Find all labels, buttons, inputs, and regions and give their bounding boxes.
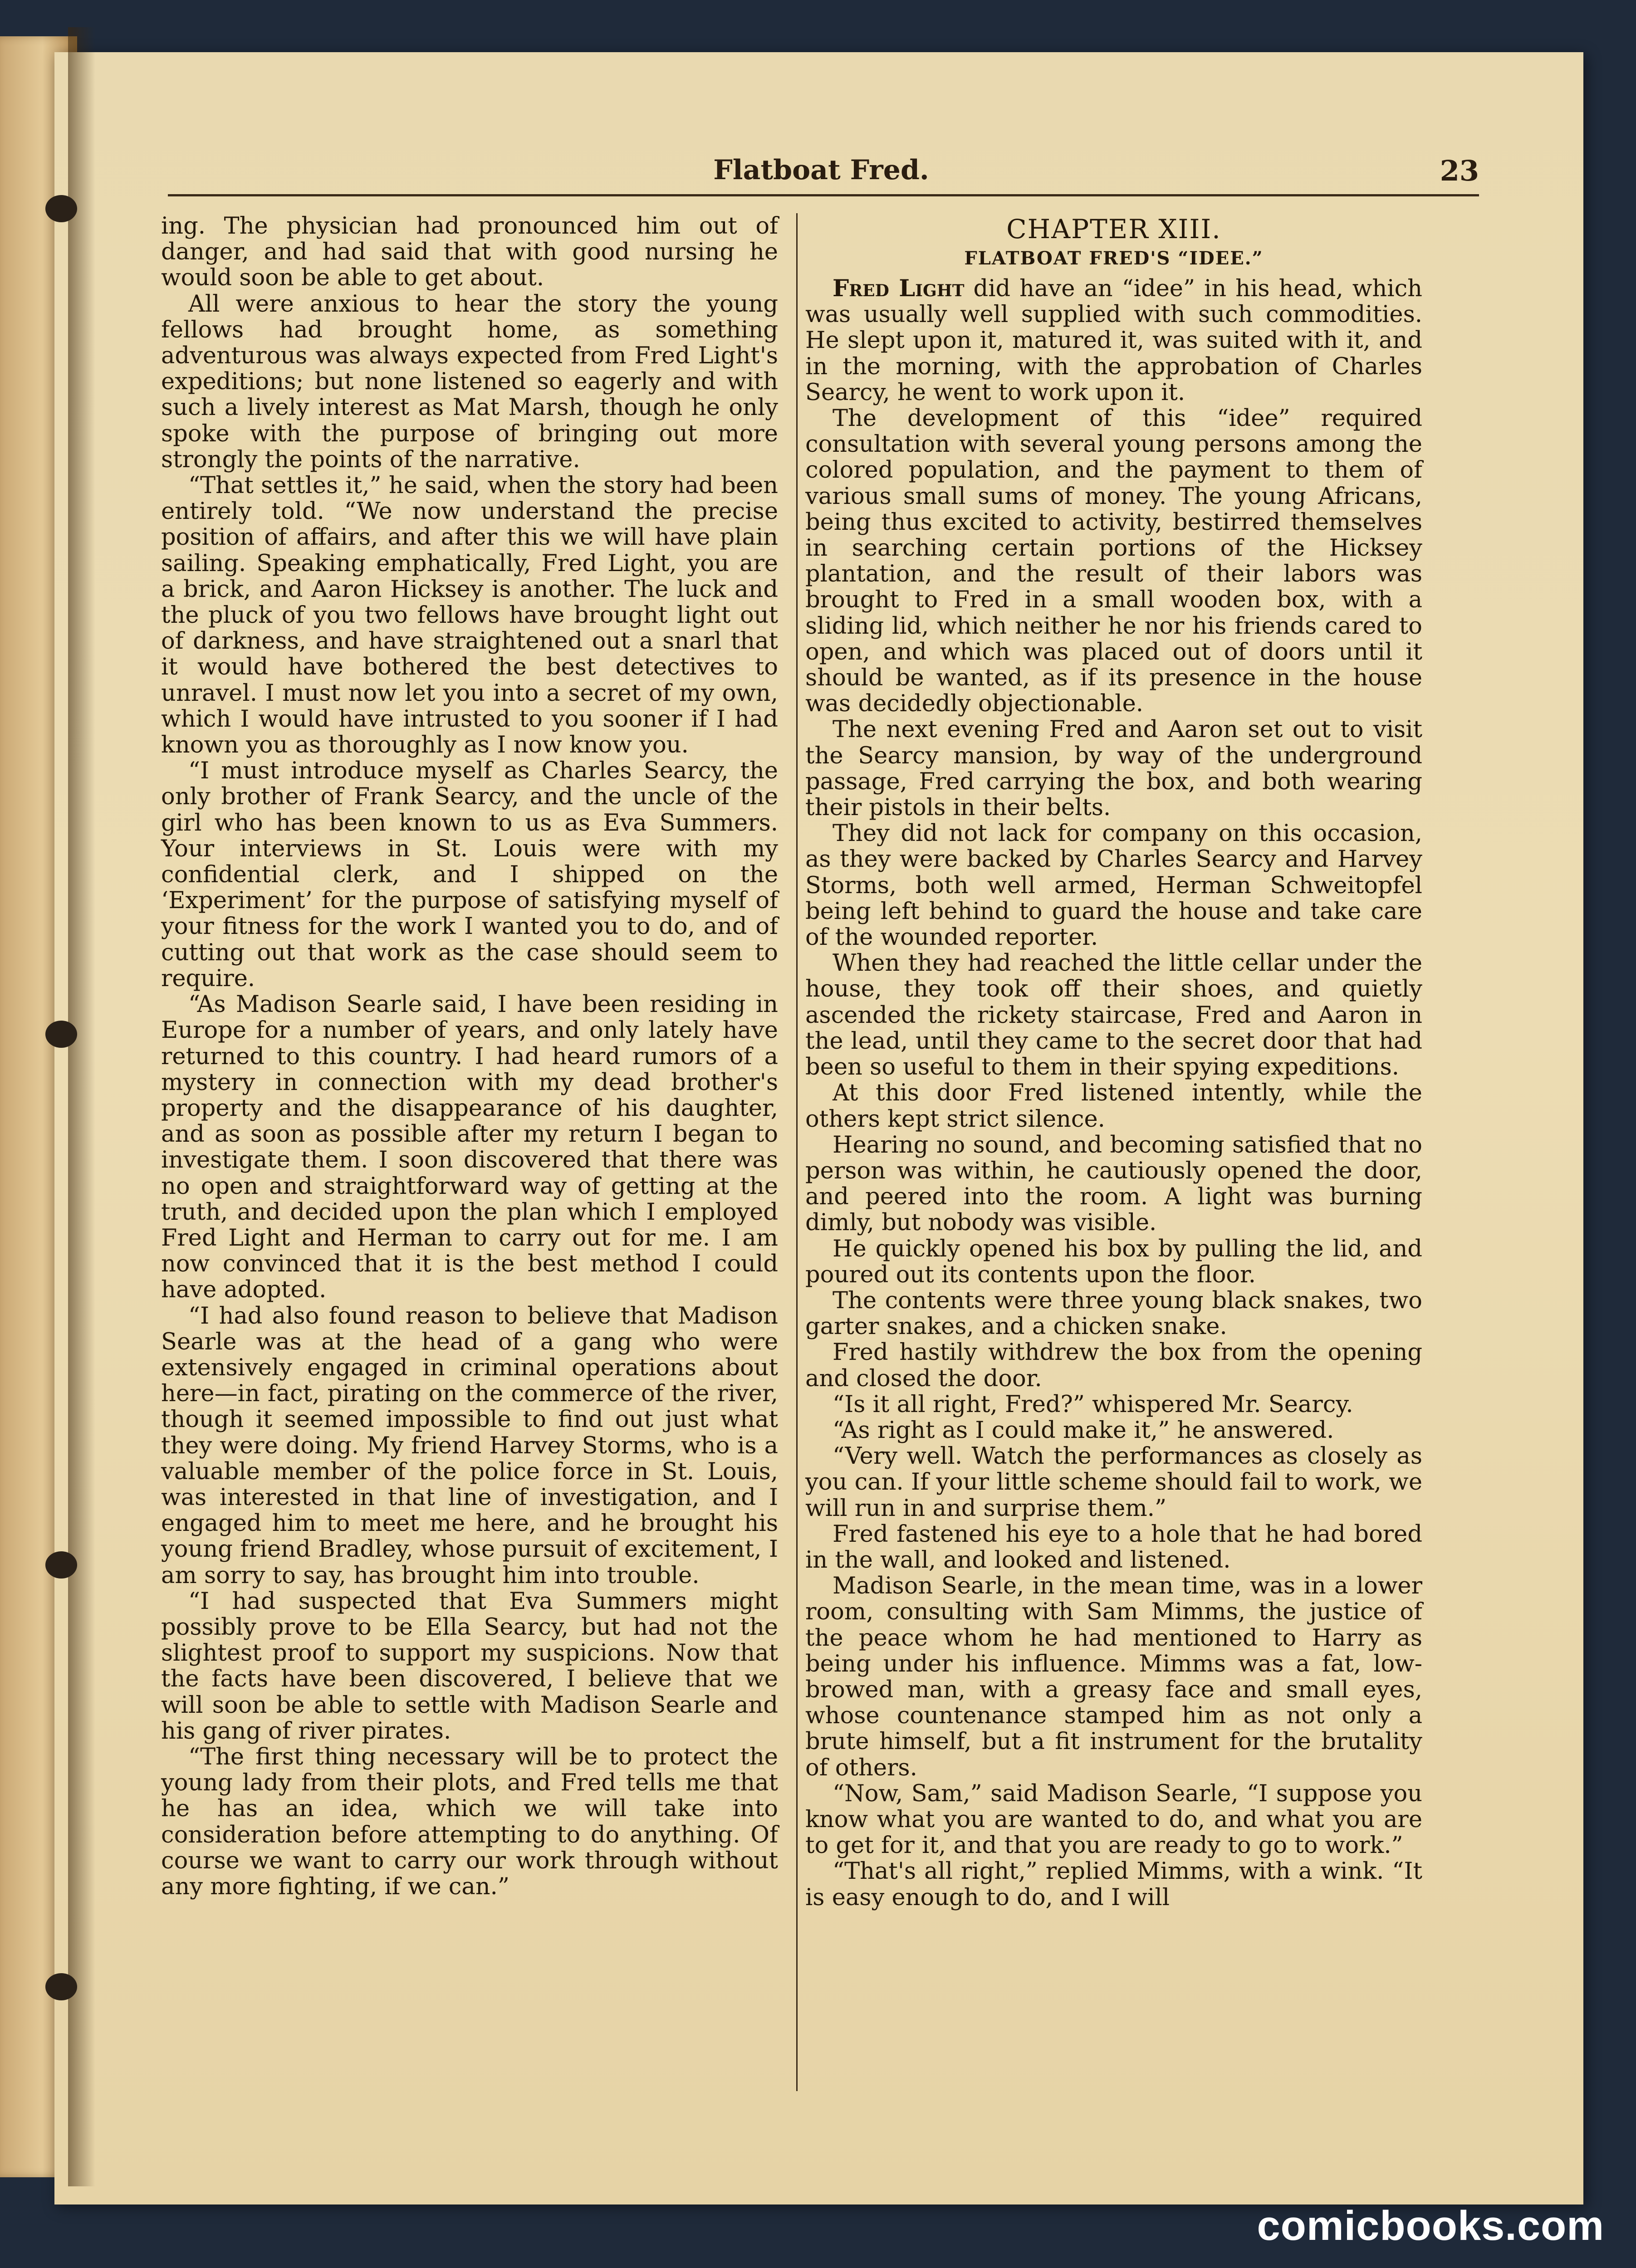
paragraph: “Very well. Watch the performances as closely as you can. If your little scheme should fail to work, we will run in and surprise them.” xyxy=(805,1443,1422,1522)
paragraph: “I had also found reason to believe that Madison Searle was at the head of a gang who were extensively engaged in criminal operations about here—in fact, pirating on the commerce of the river, though it seemed impossible to find out just what they were doing. My friend Harvey Storms, who is a valuable member of the police force in St. Louis, was interested in that line of investigation, and I engaged him to meet me here, and he brought his young friend Bradley, whose pursuit of excitement, I am sorry to say, has brought him into trouble. xyxy=(161,1302,778,1589)
header-rule xyxy=(168,194,1479,196)
paragraph: “Now, Sam,” said Madison Searle, “I suppose you know what you are wanted to do, and what you are to get for it, and that you are ready to go to work.” xyxy=(805,1780,1422,1859)
paragraph: “The first thing necessary will be to protect the young lady from their plots, and Fred tells me that he has an idea, which we will take into consideration before attempting to do anything. Of course we want to carry our work through without any more fighting, if we can.” xyxy=(161,1743,778,1900)
paragraph: “That settles it,” he said, when the story had been entirely told. “We now understand the precise position of affairs, and after this we will have plain sailing. Speaking emphatically, Fred Light, you are a brick, and Aaron Hicksey is another. The luck and the pluck of you two fellows have brought light out of darkness, and have straightened out a snarl that it would have bothered the best detectives to unravel. I must now let you into a secret of my own, which I would have intrusted to you sooner if I had known you as thoroughly as I now know you. xyxy=(161,472,778,759)
paragraph: “As Madison Searle said, I have been residing in Europe for a number of years, and only lately have returned to this country. I had heard rumors of a mystery in connection with my dead brother's property and the disappearance of his daughter, and as soon as possible after my return I began to investigate them. I soon discovered that there was no open and straightforward way of getting at the truth, and decided upon the plan which I employed Fred Light and Herman to carry out for me. I am now convinced that it is the best method I could have adopted. xyxy=(161,991,778,1304)
paragraph-text: did have an “idee” in his head, which was usually well supplied with such commodities. He slept upon it, matured it, was suited with it, and in the morning, with the approbation of Charles Searcy, he went to work upon it. xyxy=(805,275,1422,406)
binding-stitch xyxy=(45,1551,77,1579)
paragraph: The development of this “idee” required consultation with several young persons among the colored population, and the payment to them of various small sums of money. The young Africans, being thus excited to activity, bestirred themselves in searching certain portions of the Hicksey plantation, and the result of their labors was brought to Fred in a small wooden box, with a sliding lid, which neither he nor his friends cared to open, and which was placed out of doors until it should be wanted, as if its presence in the house was decidedly objectionable. xyxy=(805,405,1422,718)
running-header xyxy=(163,154,1479,195)
paragraph: All were anxious to hear the story the young fellows had brought home, as something adventurous was always expected from Fred Light's expeditions; but none listened so eagerly and with such a lively interest as Mat Marsh, though he only spoke with the purpose of bringing out more strongly the points of the narrative. xyxy=(161,290,778,473)
paragraph: He quickly opened his box by pulling the lid, and poured out its contents upon the floor. xyxy=(805,1235,1422,1288)
paragraph: They did not lack for company on this occasion, as they were backed by Charles Searcy and Harvey Storms, both well armed, Herman Schweitopfel being left behind to guard the house and take care of the wounded reporter. xyxy=(805,820,1422,951)
left-column xyxy=(161,213,778,1900)
paragraph-lead-in: Fred Light xyxy=(833,275,965,302)
binding-stitch xyxy=(45,195,77,222)
paragraph: The next evening Fred and Aaron set out to visit the Searcy mansion, by way of the underground passage, Fred carrying the box, and both wearing their pistols in their belts. xyxy=(805,716,1422,821)
binding-stitch xyxy=(45,1973,77,2000)
site-watermark: comicbooks.com xyxy=(1257,2203,1604,2249)
paragraph: “That's all right,” replied Mimms, with a wink. “It is easy enough to do, and I will xyxy=(805,1858,1422,1911)
binding-gutter xyxy=(68,27,95,2186)
paragraph: “As right as I could make it,” he answered. xyxy=(833,1417,1334,1444)
paragraph: “I must introduce myself as Charles Searcy, the only brother of Frank Searcy, and the uncle of the girl who has been known to us as Eva Summers. Your interviews in St. Louis were with my confidential clerk, and I shipped on the ‘Experiment’ for the purpose of satisfying myself of your fitness for the work I wanted you to do, and of cutting out that work as the case should seem to require. xyxy=(161,758,778,992)
paragraph: At this door Fred listened intently, while the others kept strict silence. xyxy=(805,1080,1422,1133)
paragraph: ing. The physician had pronounced him out of danger, and had said that with good nursing he would soon be able to get about. xyxy=(161,213,778,292)
chapter-subtitle: FLATBOAT FRED'S “IDEE.” xyxy=(964,248,1264,269)
column-divider xyxy=(796,213,798,2091)
paragraph: Fred hastily withdrew the box from the opening and closed the door. xyxy=(805,1339,1422,1392)
binding-stitch xyxy=(45,1021,77,1048)
paragraph: The contents were three young black snakes, two garter snakes, and a chicken snake. xyxy=(805,1287,1422,1340)
running-title: Flatboat Fred. xyxy=(713,154,929,186)
paragraph: Fred fastened his eye to a hole that he had bored in the wall, and looked and listened. xyxy=(805,1520,1422,1574)
paragraph: Madison Searle, in the mean time, was in a lower room, consulting with Sam Mimms, the justice of the peace whom he had mentioned to Harry as being under his influence. Mimms was a fat, low-browed man, with a greasy face and small eyes, whose countenance stamped him as not only a brute himself, but a fit instrument for the brutality of others. xyxy=(805,1573,1422,1781)
paragraph: When they had reached the little cellar under the house, they took off their shoes, and quietly ascended the rickety staircase, Fred and Aaron in the lead, until they came to the secret door that had been so useful to them in their spying expeditions. xyxy=(805,950,1422,1081)
chapter-title: CHAPTER XIII. xyxy=(1006,214,1221,244)
right-column xyxy=(805,213,1422,1911)
page-number: 23 xyxy=(1440,154,1479,187)
paragraph: “I had suspected that Eva Summers might possibly prove to be Ella Searcy, but had not the slightest proof to support my suspicions. Now that the facts have been discovered, I believe that we will soon be able to settle with Madison Searle and his gang of river pirates. xyxy=(161,1588,778,1745)
paragraph: Hearing no sound, and becoming satisfied that no person was within, he cautiously opened the door, and peered into the room. A light was burning dimly, but nobody was visible. xyxy=(805,1131,1422,1237)
paragraph xyxy=(805,276,1422,406)
paragraph: “Is it all right, Fred?” whispered Mr. Searcy. xyxy=(833,1391,1353,1418)
